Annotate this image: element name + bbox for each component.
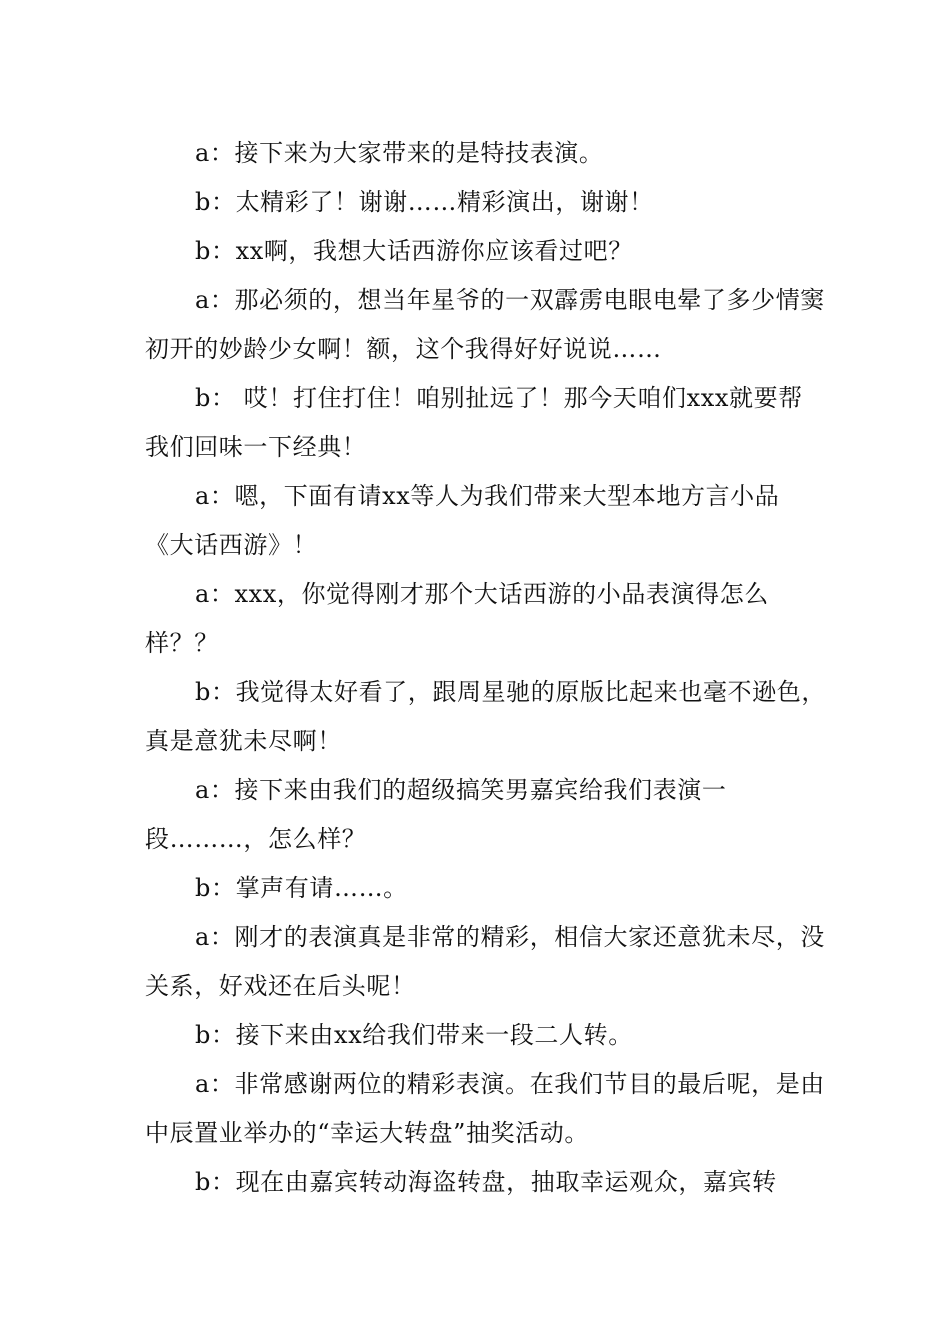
dialogue-paragraph: a：非常感谢两位的精彩表演。在我们节目的最后呢，是由中辰置业举办的“幸运大转盘”抽奖活动。	[145, 1070, 825, 1147]
dialogue-paragraph: a：xxx，你觉得刚才那个大话西游的小品表演得怎么样？？	[145, 580, 769, 657]
document-body	[145, 129, 827, 1207]
dialogue-paragraph: b：现在由嘉宾转动海盗转盘，抽取幸运观众，嘉宾转	[195, 1168, 777, 1196]
dialogue-paragraph: b： 哎！打住打住！咱别扯远了！那今天咱们xxx就要帮我们回味一下经典！	[145, 384, 803, 461]
dialogue-paragraph: b：接下来由xx给我们带来一段二人转。	[195, 1021, 633, 1049]
dialogue-paragraph: a：嗯，下面有请xx等人为我们带来大型本地方言小品《大话西游》！	[145, 482, 780, 559]
dialogue-paragraph: a：刚才的表演真是非常的精彩，相信大家还意犹未尽，没关系，好戏还在后头呢！	[145, 923, 825, 1000]
dialogue-paragraph: b：我觉得太好看了，跟周星驰的原版比起来也毫不逊色，真是意犹未尽啊！	[145, 678, 826, 755]
dialogue-paragraph: b：太精彩了！谢谢……精彩演出，谢谢！	[195, 188, 654, 216]
dialogue-paragraph: a：那必须的，想当年星爷的一双霹雳电眼电晕了多少情窦初开的妙龄少女啊！额，这个我得好好说说……	[145, 286, 825, 363]
dialogue-paragraph: b：xx啊，我想大话西游你应该看过吧？	[195, 237, 633, 265]
dialogue-paragraph: a：接下来为大家带来的是特技表演。	[195, 139, 604, 167]
dialogue-paragraph: b：掌声有请……。	[195, 874, 408, 902]
dialogue-paragraph: a：接下来由我们的超级搞笑男嘉宾给我们表演一段………，怎么样？	[145, 776, 727, 853]
